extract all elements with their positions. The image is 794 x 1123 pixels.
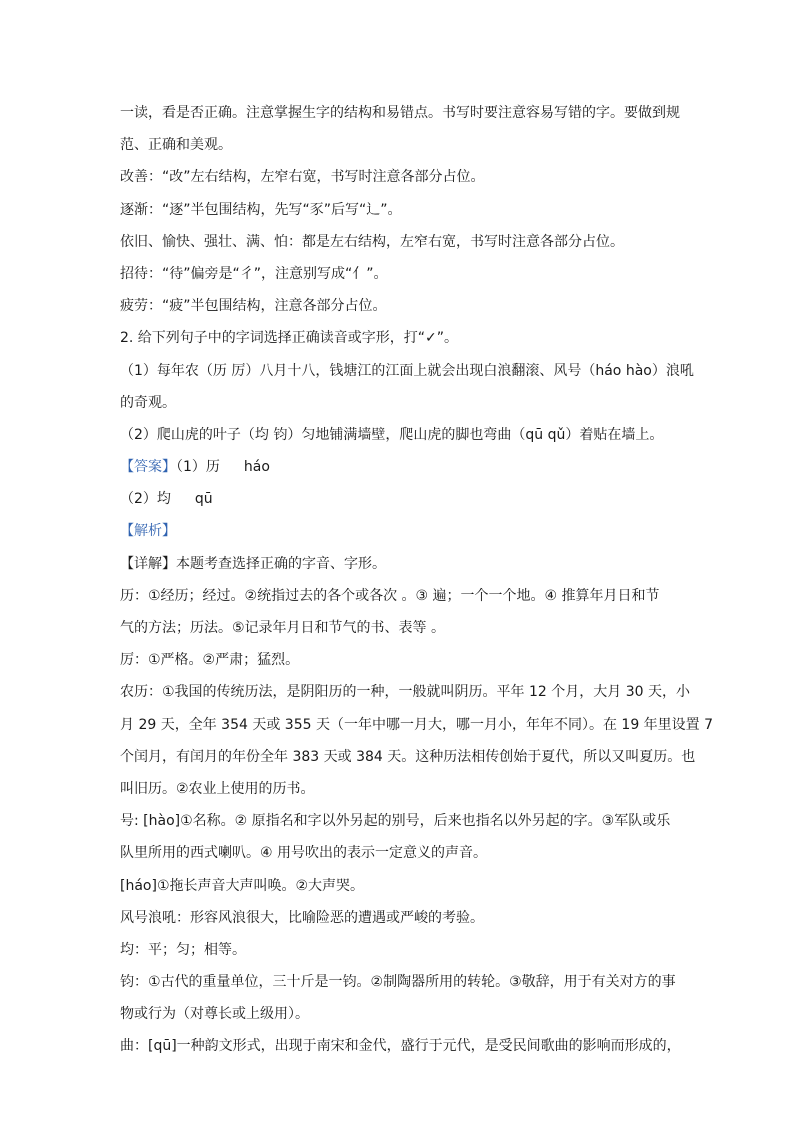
answer-line-1	[120, 451, 680, 483]
detail-line: 均：平；匀；相等。	[120, 941, 246, 958]
detail-line: 【详解】本题考查选择正确的字音、字形。	[120, 555, 386, 572]
question-2-title: 2. 给下列句子中的字词选择正确读音或字形，打“✓”。	[120, 330, 459, 347]
text-line: 范、正确和美观。	[120, 137, 232, 154]
answer-line-2	[120, 483, 680, 515]
text-line: 疲劳：“疲”半包围结构，注意各部分占位。	[120, 298, 387, 315]
analysis-tag: 【解析】	[120, 523, 176, 540]
document-page	[120, 97, 714, 1063]
detail-line: 物或行为（对尊长或上级用）。	[120, 1006, 309, 1023]
question-2-item-1: （1）每年农（历 厉）八月十八，钱塘江的江面上就会出现白浪翻滚、风号（háo hào）浪吼	[120, 362, 694, 379]
detail-line: 叫旧历。②农业上使用的历书。	[120, 780, 315, 797]
detail-line: 历：①经历；经过。②统指过去的各个或各次 。③ 遍；一个一个地。④ 推算年月日和节	[120, 587, 660, 604]
detail-line: 个闰月，有闰月的年份全年 383 天或 384 天。这种历法相传创始于夏代，所以又叫夏历。也	[120, 748, 696, 765]
detail-line: 气的方法；历法。⑤记录年月日和节气的书、表等 。	[120, 620, 445, 636]
text-line: 一读，看是否正确。注意掌握生字的结构和易错点。书写时要注意容易写错的字。要做到规	[120, 105, 680, 121]
detail-line: 农历：①我国的传统历法，是阴阳历的一种，一般就叫阴历。平年 12 个月，大月 30 天，小	[120, 684, 690, 701]
detail-line: 月 29 天，全年 354 天或 355 天（一年中哪一月大，哪一月小，年年不同）。在 19 年里设置 7	[120, 716, 714, 733]
question-2-item-1-cont: 的奇观。	[120, 394, 176, 411]
detail-line: 队里所用的西式喇叭。④ 用号吹出的表示一定意义的声音。	[120, 845, 487, 862]
answer-tag: 【答案】	[120, 459, 176, 476]
question-2-item-2: （2）爬山虎的叶子（均 钧）匀地铺满墙壁，爬山虎的脚也弯曲（qū qǔ）着贴在墙上。	[120, 426, 664, 443]
answer-1-pinyin: háo	[243, 459, 270, 476]
detail-line: [háo]①拖长声音大声叫唤。②大声哭。	[120, 877, 365, 894]
text-line: 逐渐：“逐”半包围结构，先写“豕”后写“辶”。	[120, 201, 402, 218]
answer-1-char: （1）历	[176, 459, 220, 476]
detail-line: 风号浪吼：形容风浪很大，比喻险恶的遭遇或严峻的考验。	[120, 909, 484, 926]
answer-2-pinyin: qū	[194, 491, 213, 508]
text-line: 招待：“待”偏旁是“彳”，注意别写成“亻”。	[120, 265, 388, 282]
answer-2-char: （2）均	[120, 491, 171, 508]
detail-line: 曲：[qū]一种韵文形式，出现于南宋和金代，盛行于元代，是受民间歌曲的影响而形成的，	[120, 1038, 681, 1055]
detail-line: 号: [hào]①名称。② 原指名和字以外另起的别号，后来也指名以外另起的字。③军队或乐	[120, 813, 671, 830]
detail-line: 厉：①严格。②严肃；猛烈。	[120, 652, 300, 669]
text-line: 改善：“改”左右结构，左窄右宽，书写时注意各部分占位。	[120, 169, 485, 186]
detail-line: 钧：①古代的重量单位，三十斤是一钧。②制陶器所用的转轮。③敬辞，用于有关对方的事	[120, 974, 676, 991]
text-line: 依旧、愉快、强壮、满、怕：都是左右结构，左窄右宽，书写时注意各部分占位。	[120, 233, 624, 250]
